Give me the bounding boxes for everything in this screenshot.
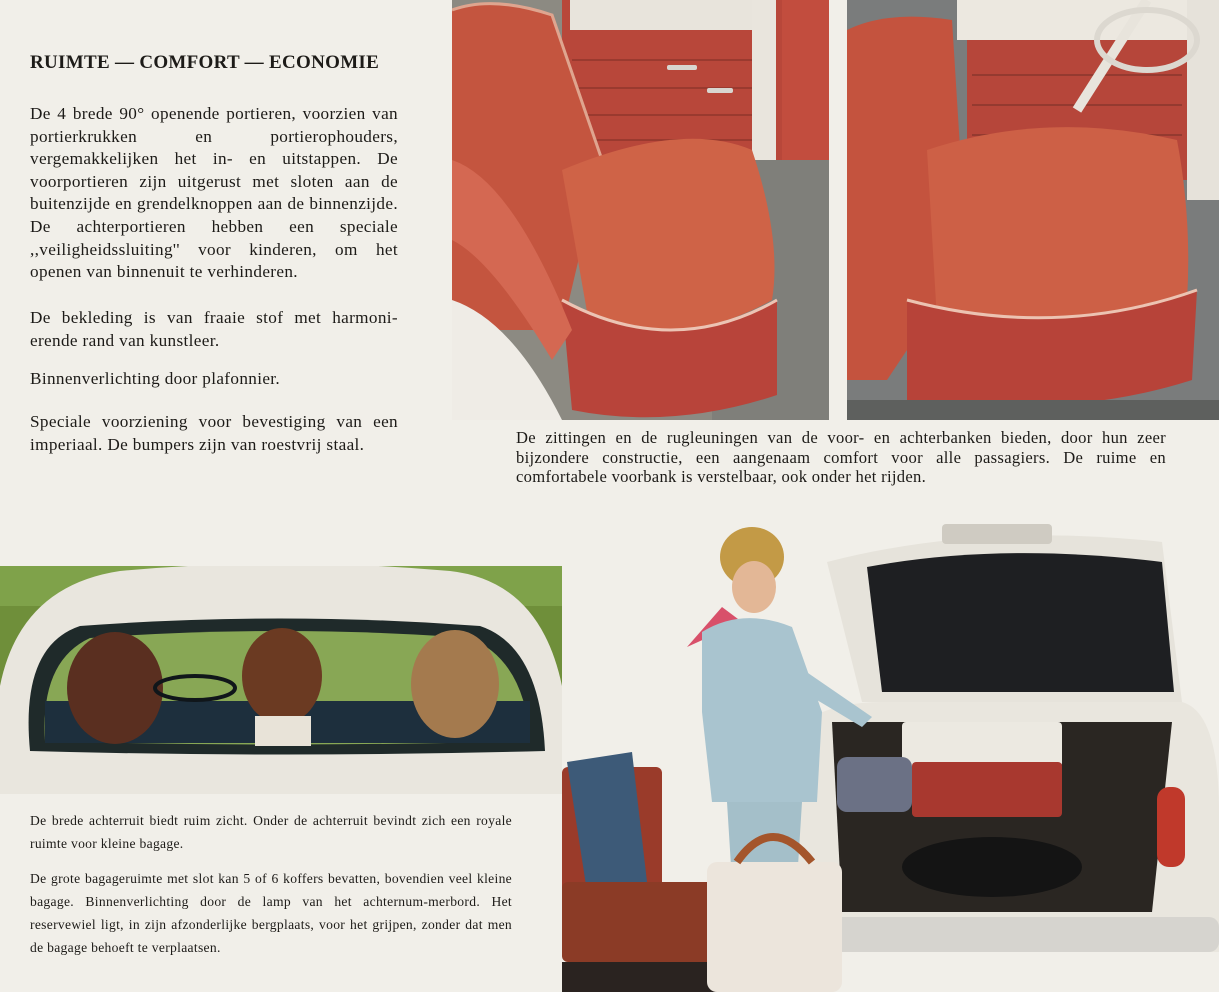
paragraph-interior-light: Binnenverlichting door plafonnier. [30, 369, 281, 388]
paragraph-rear-window: De brede achterruit biedt ruim zicht. Onder de achterruit bevindt zich een royale ruimte voor kleine bagage. [30, 813, 512, 851]
trunk-photo [562, 512, 1219, 992]
front-seat-photo [452, 0, 829, 420]
rear-window-photo [0, 566, 562, 794]
rear-seat-photo [847, 0, 1219, 420]
paragraph-luggage: De grote bagageruimte met slot kan 5 of 6 koffers bevatten, bovendien veel kleine bagage. Binnenverlichting door de lamp van het achternum-merbord. Het reservewiel ligt, in zijn afzonderlijke bergplaats, voor het grijpen, zonder dat men de bagage behoeft te verplaatsen. [30, 871, 512, 955]
paragraph-roof-rack: Speciale voorziening voor bevestiging van een imperiaal. De bumpers zijn van roestvrij staal. [30, 412, 398, 454]
page-heading: RUIMTE — COMFORT — ECONOMIE [30, 52, 380, 73]
paragraph-upholstery: De bekleding is van fraaie stof met harmoni-erende rand van kunstleer. [30, 308, 398, 350]
seat-photo-caption: De zittingen en de rugleuningen van de voor- en achterbanken bieden, door hun zeer bijzondere constructie, een aangenaam comfort voor alle passagiers. De ruime en comfortabele voorbank is verstelbaar, ook onder het rijden. [516, 428, 1166, 487]
paragraph-doors: De 4 brede 90° openende portieren, voorzien van portierkrukken en portierophouders, vergemakkelijken het in- en uitstappen. De voorportieren zijn uitgerust met sloten aan de buitenzijde en grendelknoppen aan de binnenzijde. De achterportieren hebben een speciale ,,veiligheidssluiting'' voor kinderen, om het openen van binnenuit te verhinderen. [30, 104, 398, 282]
